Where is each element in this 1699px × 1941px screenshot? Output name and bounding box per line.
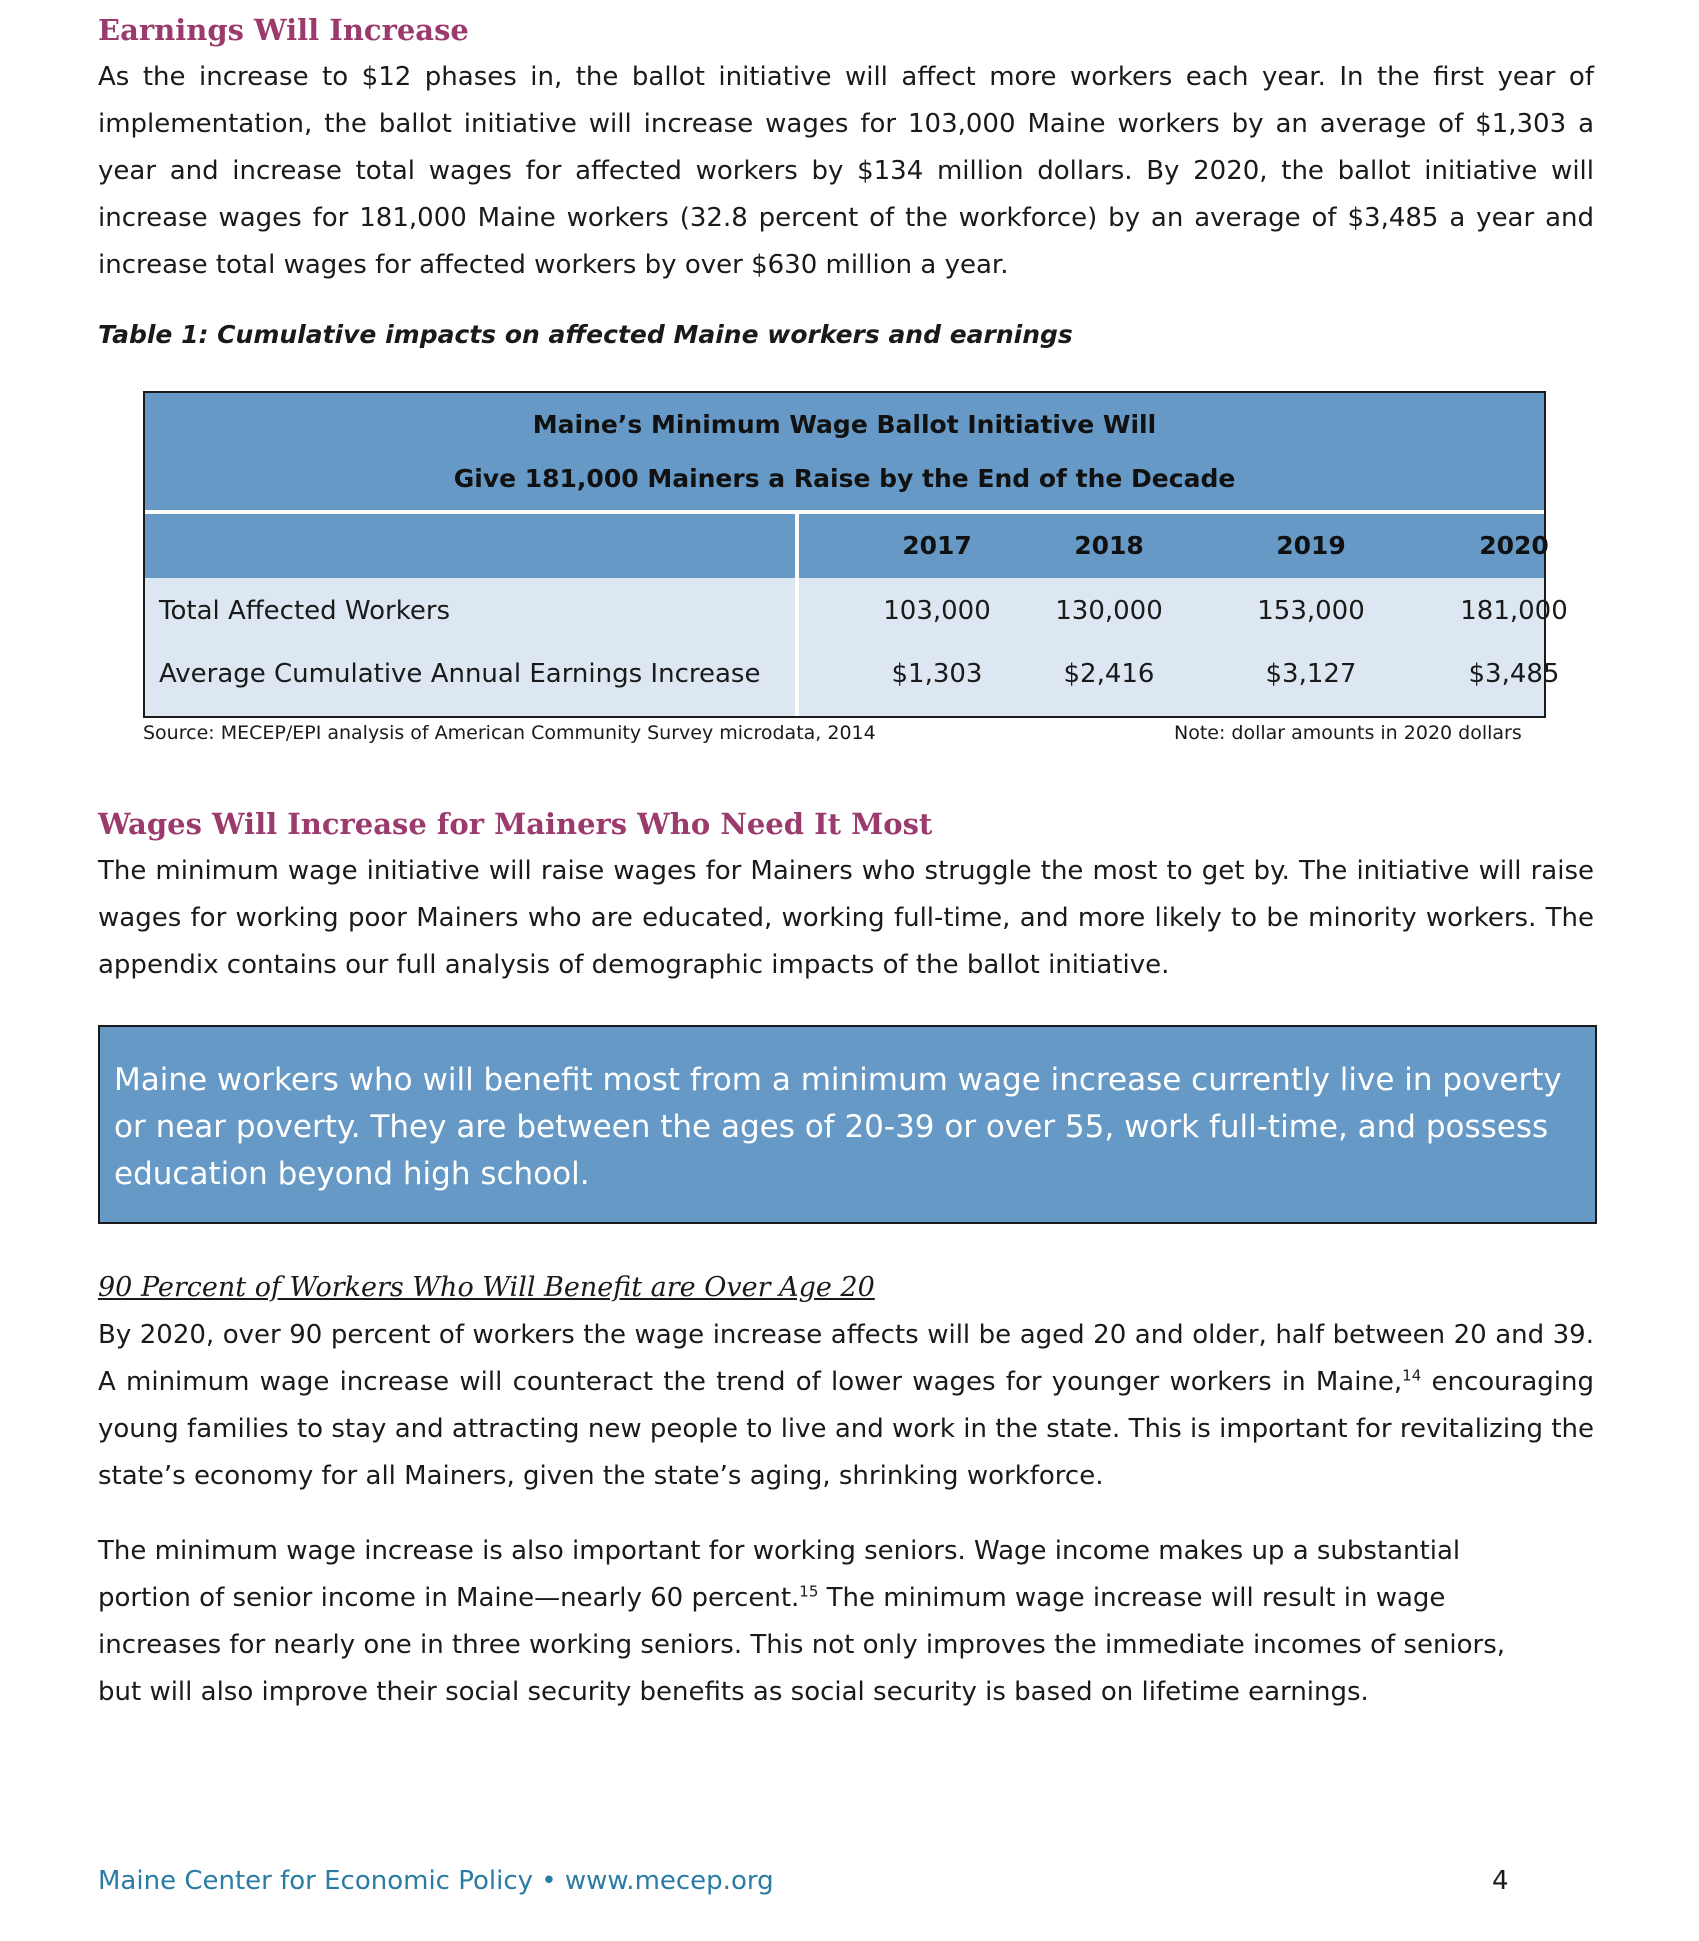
cell-earnings-2019: $3,127 xyxy=(1265,659,1357,689)
subheading-over-age-20: 90 Percent of Workers Who Will Benefit are Over Age 20 xyxy=(98,1272,875,1303)
footer-organization: Maine Center for Economic Policy • www.mecep.org xyxy=(98,1866,774,1896)
year-header-2019: 2019 xyxy=(1276,531,1346,560)
impact-table xyxy=(143,391,1568,718)
cell-workers-2017: 103,000 xyxy=(883,596,991,626)
section-heading-wages: Wages Will Increase for Mainers Who Need It Most xyxy=(98,807,933,841)
seniors-paragraph-text: The minimum wage increase is also important for working seniors. Wage income makes up a substantial portion of senior income in Maine—nearly 60 percent. xyxy=(98,1536,1461,1613)
earnings-paragraph: As the increase to $12 phases in, the ballot initiative will affect more workers each year. In the first year of implementation, the ballot initiative will increase wages for 103,000 Maine workers by an average of $1,303 a year and increase total wages for affected workers by $134 million dollars. By 2020, the ballot initiative will increase wages for 181,000 Maine workers (32.8 percent of the workforce) by an average of $3,485 a year and increase total wages for affected workers by over $630 million a year. xyxy=(98,62,1594,280)
cell-workers-2018: 130,000 xyxy=(1055,596,1163,626)
cell-earnings-2020: $3,485 xyxy=(1468,659,1560,689)
section-heading-earnings: Earnings Will Increase xyxy=(98,13,469,47)
year-header-2020: 2020 xyxy=(1479,531,1549,560)
table-title-line1: Maine’s Minimum Wage Ballot Initiative Will xyxy=(532,409,1157,439)
year-header-2017: 2017 xyxy=(902,531,972,560)
table-column-divider xyxy=(795,514,799,716)
table-title-line2: Give 181,000 Mainers a Raise by the End of the Decade xyxy=(453,463,1236,493)
cell-earnings-2018: $2,416 xyxy=(1063,659,1155,689)
seniors-paragraph-continued: The minimum wage increase will result in wage increases for nearly one in three working seniors. This not only improves the immediate incomes of seniors, but will also improve their social security benefits as social security is based on lifetime earnings. xyxy=(98,1583,1506,1707)
cell-workers-2020: 181,000 xyxy=(1460,596,1568,626)
wages-paragraph: The minimum wage initiative will raise wages for Mainers who struggle the most to get by. The initiative will raise wages for working poor Mainers who are educated, working full-time, and more likely to be minority workers. The appendix contains our full analysis of demographic impacts of the ballot initiative. xyxy=(98,856,1594,980)
table-note: Note: dollar amounts in 2020 dollars xyxy=(1174,722,1522,744)
footnote-ref-15: 15 xyxy=(799,1582,819,1601)
age-paragraph xyxy=(98,1312,1594,1500)
cell-earnings-2017: $1,303 xyxy=(891,659,983,689)
footnote-ref-14: 14 xyxy=(1402,1366,1422,1385)
table-title xyxy=(145,393,1544,510)
callout-box xyxy=(98,1025,1597,1224)
year-header-2018: 2018 xyxy=(1074,531,1144,560)
callout-text: Maine workers who will benefit most from a minimum wage increase currently live in poverty or near poverty. They are between the ages of 20-39 or over 55, work full-time, and possess education beyond high school. xyxy=(114,1062,1562,1192)
table-source: Source: MECEP/EPI analysis of American Community Survey microdata, 2014 xyxy=(143,722,876,744)
seniors-paragraph xyxy=(98,1528,1518,1716)
footer-page-number: 4 xyxy=(1492,1866,1509,1896)
row-label-earnings: Average Cumulative Annual Earnings Increase xyxy=(159,659,761,689)
row-label-workers: Total Affected Workers xyxy=(159,596,451,626)
age-paragraph-text: By 2020, over 90 percent of workers the wage increase affects will be aged 20 and older, half between 20 and 39. A minimum wage increase will counteract the trend of lower wages for younger workers in Maine, xyxy=(98,1320,1594,1397)
age-paragraph-continued: encouraging young families to stay and attracting new people to live and work in the state. This is important for revitalizing the state’s economy for all Mainers, given the state’s aging, shrinking workforce. xyxy=(98,1367,1594,1491)
table-caption: Table 1: Cumulative impacts on affected Maine workers and earnings xyxy=(98,320,1073,349)
cell-workers-2019: 153,000 xyxy=(1257,596,1365,626)
